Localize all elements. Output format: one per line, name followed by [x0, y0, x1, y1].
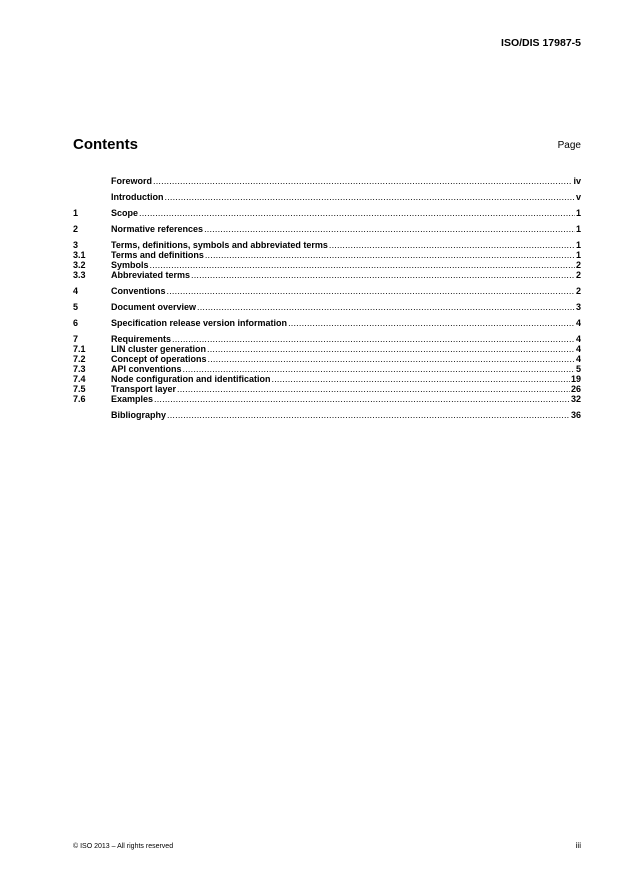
toc-group [73, 208, 581, 218]
toc-entry-number: 1 [73, 208, 79, 218]
toc-entry[interactable] [73, 286, 581, 296]
toc-entry[interactable] [73, 192, 581, 202]
toc-entry[interactable] [73, 260, 581, 270]
toc-entry-page: 5 [575, 364, 581, 374]
toc-entry-page: 26 [570, 384, 581, 394]
toc-entry-page: 2 [575, 286, 581, 296]
toc-entry[interactable] [73, 394, 581, 404]
toc-entry-page: 3 [575, 302, 581, 312]
toc-entry-page: 36 [570, 410, 581, 420]
toc-entry[interactable] [73, 208, 581, 218]
toc-entry[interactable] [73, 364, 581, 374]
toc-leader-dots [329, 240, 575, 250]
toc-entry-page: 4 [575, 344, 581, 354]
toc-entry[interactable] [73, 354, 581, 364]
toc-entry-page: 4 [575, 318, 581, 328]
toc-entry[interactable] [73, 334, 581, 344]
toc-entry-title: Specification release version information [111, 318, 288, 328]
toc-entry-number: 7.4 [73, 374, 86, 384]
toc-leader-dots [197, 302, 575, 312]
toc-leader-dots [154, 394, 570, 404]
toc-entry-title: Abbreviated terms [111, 270, 191, 280]
toc-leader-dots [183, 364, 575, 374]
toc-entry-title: Bibliography [111, 410, 167, 420]
toc-entry-number: 6 [73, 318, 79, 328]
toc-group [73, 302, 581, 312]
footer-page-number: iii [575, 841, 581, 850]
toc-entry[interactable] [73, 384, 581, 394]
toc-entry-page: 2 [575, 270, 581, 280]
toc-entry[interactable] [73, 410, 581, 420]
toc-entry-number: 7.5 [73, 384, 86, 394]
page-column-label: Page [557, 140, 581, 151]
toc-entry-number: 4 [73, 286, 79, 296]
table-of-contents [73, 176, 581, 426]
toc-leader-dots [205, 250, 575, 260]
toc-entry[interactable] [73, 270, 581, 280]
toc-entry-number: 7.2 [73, 354, 86, 364]
toc-entry-page: 2 [575, 260, 581, 270]
toc-entry[interactable] [73, 250, 581, 260]
toc-leader-dots [172, 334, 575, 344]
toc-entry[interactable] [73, 302, 581, 312]
toc-leader-dots [272, 374, 570, 384]
toc-leader-dots [208, 354, 575, 364]
toc-entry-page: 1 [575, 224, 581, 234]
toc-entry-title: Terms, definitions, symbols and abbreviated terms [111, 240, 328, 250]
toc-entry-page: 1 [575, 208, 581, 218]
toc-entry-page: 1 [575, 240, 581, 250]
toc-entry-title: API conventions [111, 364, 182, 374]
toc-group [73, 334, 581, 404]
toc-entry-page: 19 [570, 374, 581, 384]
toc-entry-number: 2 [73, 224, 79, 234]
toc-leader-dots [153, 176, 572, 186]
toc-entry-title: LIN cluster generation [111, 344, 207, 354]
toc-entry[interactable] [73, 344, 581, 354]
document-id: ISO/DIS 17987-5 [501, 37, 581, 49]
toc-leader-dots [207, 344, 575, 354]
toc-group [73, 318, 581, 328]
toc-group [73, 224, 581, 234]
toc-entry-number: 3 [73, 240, 79, 250]
toc-entry-title: Foreword [111, 176, 153, 186]
copyright-notice: © ISO 2013 – All rights reserved [73, 843, 174, 850]
toc-entry[interactable] [73, 224, 581, 234]
toc-leader-dots [204, 224, 575, 234]
toc-entry-page: 1 [575, 250, 581, 260]
toc-entry-number: 5 [73, 302, 79, 312]
toc-entry[interactable] [73, 374, 581, 384]
toc-group [73, 286, 581, 296]
toc-leader-dots [167, 410, 570, 420]
toc-leader-dots [177, 384, 570, 394]
toc-group [73, 176, 581, 186]
toc-leader-dots [191, 270, 575, 280]
toc-entry-number: 3.3 [73, 270, 86, 280]
toc-entry-page: 4 [575, 334, 581, 344]
toc-leader-dots [150, 260, 575, 270]
toc-entry-page: 32 [570, 394, 581, 404]
toc-entry-page: iv [573, 176, 581, 186]
toc-entry-title: Examples [111, 394, 154, 404]
toc-entry-title: Introduction [111, 192, 164, 202]
toc-entry-page: 4 [575, 354, 581, 364]
toc-entry-number: 3.2 [73, 260, 86, 270]
toc-entry[interactable] [73, 318, 581, 328]
toc-entry-title: Requirements [111, 334, 172, 344]
toc-entry-title: Transport layer [111, 384, 177, 394]
toc-entry-title: Node configuration and identification [111, 374, 271, 384]
toc-entry-title: Document overview [111, 302, 197, 312]
toc-entry-page: v [575, 192, 581, 202]
toc-entry-title: Concept of operations [111, 354, 207, 364]
toc-leader-dots [139, 208, 575, 218]
toc-entry[interactable] [73, 240, 581, 250]
toc-entry-title: Normative references [111, 224, 204, 234]
toc-entry-number: 3.1 [73, 250, 86, 260]
toc-entry-number: 7.6 [73, 394, 86, 404]
contents-heading: Contents [73, 136, 138, 153]
toc-leader-dots [165, 192, 575, 202]
toc-entry-number: 7.3 [73, 364, 86, 374]
toc-leader-dots [167, 286, 575, 296]
toc-group [73, 240, 581, 280]
toc-leader-dots [288, 318, 575, 328]
toc-group [73, 192, 581, 202]
toc-entry-title: Scope [111, 208, 139, 218]
toc-entry[interactable] [73, 176, 581, 186]
toc-group [73, 410, 581, 420]
toc-entry-number: 7.1 [73, 344, 86, 354]
toc-entry-title: Symbols [111, 260, 149, 270]
toc-entry-title: Conventions [111, 286, 166, 296]
toc-entry-title: Terms and definitions [111, 250, 204, 260]
toc-entry-number: 7 [73, 334, 79, 344]
